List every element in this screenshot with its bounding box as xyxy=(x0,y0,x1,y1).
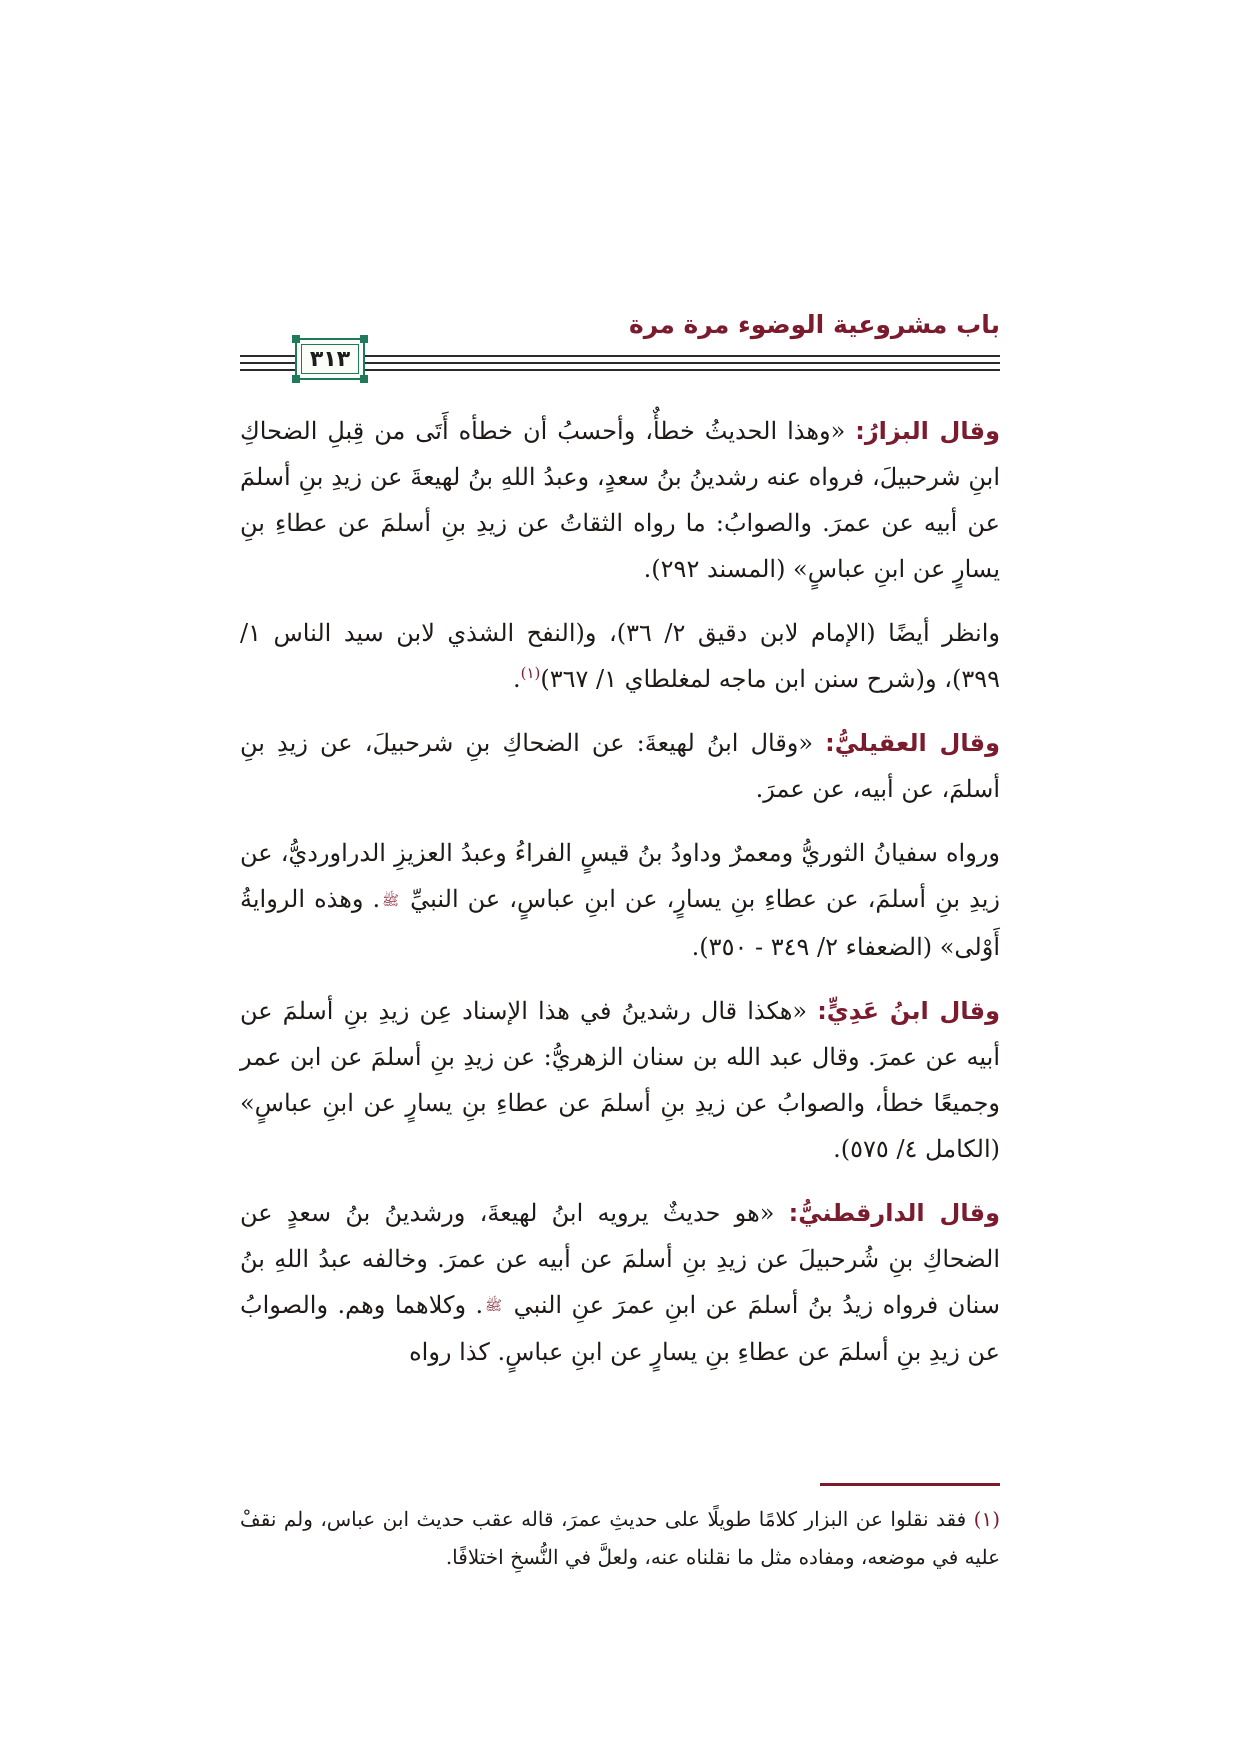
salawat-icon: ﷺ xyxy=(382,892,400,909)
salawat-icon: ﷺ xyxy=(485,1298,503,1314)
page-number: ٣١٣ xyxy=(309,346,351,372)
paragraph-tail: . وهذه الروايةُ أَوْلى» (الضعفاء ٢/ ٣٤٩ - ٣٥٠). xyxy=(240,885,1000,961)
frame-ornament-icon xyxy=(292,335,300,343)
page-number-frame xyxy=(295,338,365,380)
paragraph-tail: . xyxy=(512,665,521,693)
speaker-label: وقال الدارقطنيُّ: xyxy=(788,1198,1000,1227)
main-text xyxy=(240,408,1000,1393)
footnote xyxy=(240,1500,1000,1576)
paragraph-daraqutni xyxy=(240,1190,1000,1376)
paragraph-text: «وهذا الحديثُ خطأٌ، وأحسبُ أن خطأه أَتَى من قِبلِ الضحاكِ ابنِ شرحبيلَ، فرواه عنه رشدينُ بنُ سعدٍ، وعبدُ اللهِ بنُ لهيعةَ عن زيدِ بنِ أسلمَ عن أبيه عن عمرَ. والصوابُ: ما رواه الثقاتُ عن زيدِ بنِ أسلمَ عن عطاءِ بنِ يسارٍ عن ابنِ عباسٍ» (المسند ٢٩٢). xyxy=(240,417,1001,583)
frame-ornament-icon xyxy=(292,375,300,383)
paragraph-bazzar xyxy=(240,408,1000,592)
paragraph-text: ورواه سفيانُ الثوريُّ ومعمرٌ وداودُ بنُ قيسٍ الفراءُ وعبدُ العزيزِ الدراورديُّ، عن زيدِ بنِ أسلمَ، عن عطاءِ بنِ يسارٍ، عن ابنِ عباسٍ، عن النبيِّ xyxy=(240,839,1000,913)
speaker-label: وقال البزارُ: xyxy=(855,417,1000,445)
paragraph-text: «هو حديثٌ يرويه ابنُ لهيعةَ، ورشدينُ بنُ سعدٍ عن الضحاكِ بنِ شُرحبيلَ عن زيدِ بنِ أسلمَ عن أبيه عن عمرَ. وخالفه عبدُ اللهِ بنُ سنان فرواه زيدُ بنُ أسلمَ عن ابنِ عمرَ عنِ النبي xyxy=(240,1198,1000,1319)
paragraph-text: وانظر أيضًا (الإمام لابن دقيق ٢/ ٣٦)، و(النفح الشذي لابن سيد الناس ١/ ٣٩٩)، و(شرح سنن ابن ماجه لمغلطاي ١/ ٣٦٧) xyxy=(240,619,1000,693)
paragraph-text: «وقال ابنُ لهيعةَ: عن الضحاكِ بنِ شرحبيلَ، عن زيدِ بنِ أسلمَ، عن أبيه، عن عمرَ. xyxy=(240,729,1000,803)
paragraph-ibn-adi xyxy=(240,988,1000,1172)
paragraph-text: «هكذا قال رشدينُ في هذا الإسناد عِن زيدِ بنِ أسلمَ عن أبيه عن عمرَ. وقال عبد الله بن سنان الزهريُّ: عن زيدِ بنِ أسلمَ عن ابن عمر وجميعًا خطأ، والصوابُ عن زيدِ بنِ أسلمَ عن عطاءِ بنِ يسارٍ عن ابنِ عباسٍ» (الكامل ٤/ ٥٧٥). xyxy=(240,996,1000,1163)
frame-ornament-icon xyxy=(360,335,368,343)
footnote-marker: (١) xyxy=(973,1507,1000,1531)
speaker-label: وقال العقيليُّ: xyxy=(825,729,1000,757)
speaker-label: وقال ابنُ عَدِيٍّ: xyxy=(817,996,1000,1025)
page-number-inner-frame xyxy=(301,344,359,374)
paragraph-thawri xyxy=(240,830,1000,970)
paragraph-uqayli xyxy=(240,720,1000,812)
chapter-title: باب مشروعية الوضوء مرة مرة xyxy=(629,310,1000,339)
paragraph-see-also xyxy=(240,610,1000,702)
frame-ornament-icon xyxy=(360,375,368,383)
footnote-text: فقد نقلوا عن البزار كلامًا طويلًا على حديثِ عمرَ، قاله عقب حديث ابن عباس، ولم نقفْ عليه في موضعه، ومفاده مثل ما نقلناه عنه، ولعلَّ في النُّسخِ اختلافًا. xyxy=(240,1507,1000,1569)
footnote-reference[interactable]: (١) xyxy=(520,664,541,682)
footnote-separator xyxy=(820,1483,1000,1486)
paragraph-tail: . وكلاهما وهم. والصوابُ عن زيدِ بنِ أسلمَ عن عطاءِ بنِ يسارٍ عن ابنِ عباسٍ. كذا رواه xyxy=(240,1290,1000,1366)
